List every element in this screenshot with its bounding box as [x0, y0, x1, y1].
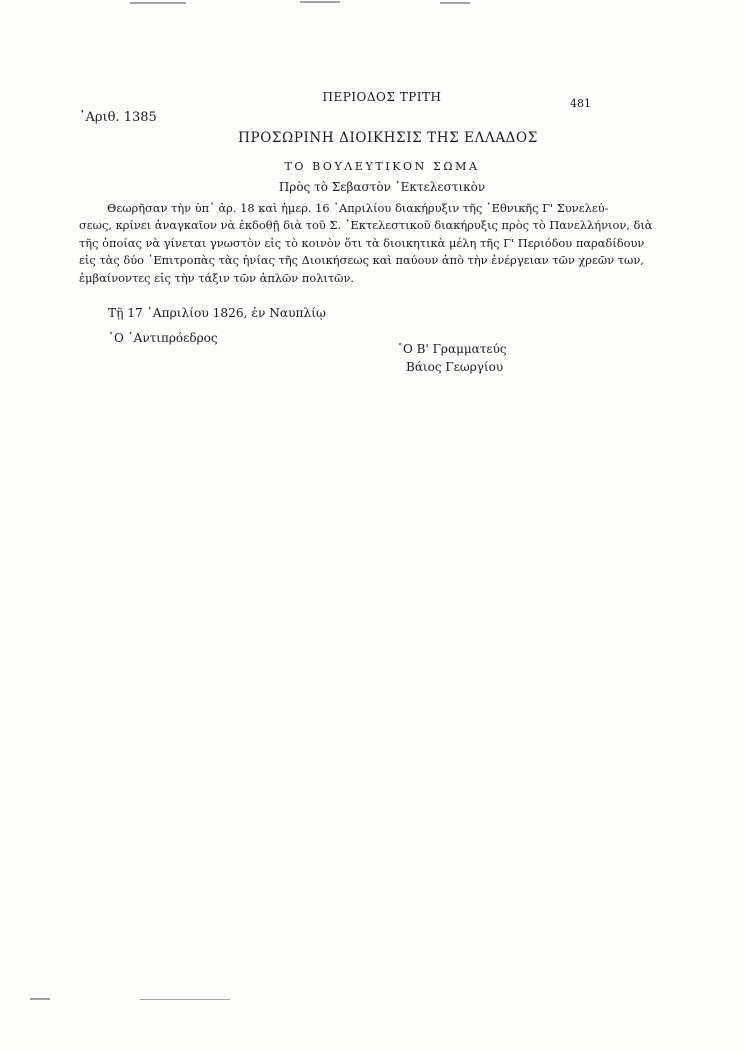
body-line: εἰς τὰς δύο ᾿Επιτροπὰς τὰς ἡνίας τῆς Διοικήσεως καὶ παύουν ἀπὸ τὴν ἐνέργειαν τῶν χρεῶν των,	[79, 253, 644, 268]
body-line: σεως, κρίνει ἀναγκαῖον νὰ ἐκδοθῇ διὰ τοῦ Σ. ᾿Εκτελεστικοῦ διακήρυξις πρὸς τὸ Πανελλήνιον, διὰ	[79, 218, 653, 233]
page-number: 481	[570, 97, 591, 110]
scan-artifact-top-2	[300, 1, 340, 3]
body-line: Θεωρῆσαν τὴν ὑπ᾿ ἀρ. 18 καὶ ἡμερ. 16 ᾿Απριλίου διακήρυξιν τῆς ᾿Εθνικῆς Γ' Συνελεύ-	[107, 201, 609, 215]
signature-secretary-title: ῾Ο Β' Γραμματεύς	[397, 342, 507, 356]
signature-secretary-name: Βάιος Γεωργίου	[406, 360, 504, 374]
addressee-line: Πρὸς τὸ Σεβαστὸν ᾿Εκτελεστικὸν	[278, 180, 486, 194]
document-title: ΠΡΟΣΩΡΙΝΗ ΔΙΟΙΚΗΣΙΣ ΤΗΣ ΕΛΛΑΔΟΣ	[238, 130, 538, 146]
body-paragraph	[79, 200, 653, 287]
document-number: ᾿Αριθ. 1385	[79, 110, 157, 125]
scan-artifact-bottom-1	[30, 998, 50, 1000]
scan-artifact-top-1	[130, 2, 186, 4]
body-line: ἐμβαίνοντες εἰς τὴν τάξιν τῶν ἁπλῶν πολιτῶν.	[79, 270, 355, 285]
scan-artifact-bottom-2	[140, 999, 230, 1000]
scan-artifact-top-3	[440, 2, 470, 4]
signature-vice-president: ῾Ο ᾿Αντιπρόεδρος	[108, 331, 218, 345]
sender-heading: ΤΟ ΒΟΥΛΕΥΤΙΚΟΝ ΣΩΜΑ	[284, 160, 480, 173]
running-head: ΠΕΡΙΟΔΟΣ ΤΡΙΤΗ	[322, 90, 442, 104]
date-place-line: Τῇ 17 ᾿Απριλίου 1826, ἐν Ναυπλίῳ	[108, 306, 327, 320]
body-line: τῆς ὁποίας νὰ γίνεται γνωστὸν εἰς τὸ κοινὸν ὅτι τὰ διοικητικὰ μέλη τῆς Γ' Περιόδου παραδίδουν	[79, 235, 645, 250]
